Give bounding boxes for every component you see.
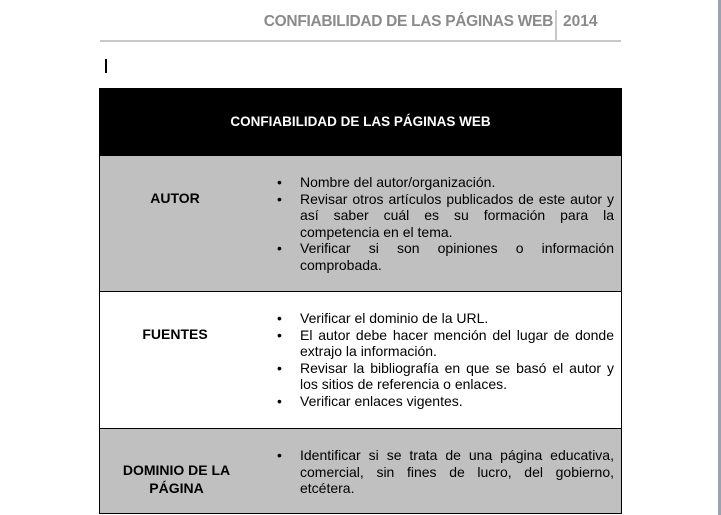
row-content xyxy=(271,447,614,497)
table-row-fuentes xyxy=(100,292,621,429)
list-item: • El autor debe hacer mención del lugar de donde extrajo la información. xyxy=(271,327,614,360)
reliability-table xyxy=(99,88,622,514)
list-item: • Verificar enlaces vigentes. xyxy=(271,393,614,410)
header-title: CONFIABILIDAD DE LAS PÁGINAS WEB xyxy=(263,13,553,30)
bullet-list xyxy=(271,174,614,274)
list-item: • Verificar si son opiniones o información comprobada. xyxy=(271,240,614,273)
list-item: • Revisar otros artículos publicados de este autor y así saber cuál es su formación para la competencia en el tema. xyxy=(271,191,614,241)
row-content xyxy=(271,310,614,410)
list-item: • Verificar el dominio de la URL. xyxy=(271,310,614,327)
text-cursor xyxy=(105,59,107,73)
list-item: • Revisar la bibliografía en que se basó el autor y los sitios de referencia o enlaces. xyxy=(271,360,614,393)
page-header xyxy=(100,10,621,42)
header-year: 2014 xyxy=(563,13,598,30)
row-content xyxy=(271,174,614,274)
list-item: • Nombre del autor/organización. xyxy=(271,174,614,191)
bullet-list xyxy=(271,310,614,410)
header-separator xyxy=(555,10,557,40)
list-item: • Identificar si se trata de una página educativa, comercial, sin fines de lucro, del gobierno, etcétera. xyxy=(271,447,614,497)
row-label: AUTOR xyxy=(150,190,200,206)
table-heading: CONFIABILIDAD DE LAS PÁGINAS WEB xyxy=(100,88,621,156)
table-row-dominio xyxy=(100,429,621,514)
table-row-autor xyxy=(100,156,621,292)
row-label: DOMINIO DE LA PÁGINA xyxy=(122,462,231,496)
bullet-list xyxy=(271,447,614,497)
row-label: FUENTES xyxy=(142,326,208,342)
